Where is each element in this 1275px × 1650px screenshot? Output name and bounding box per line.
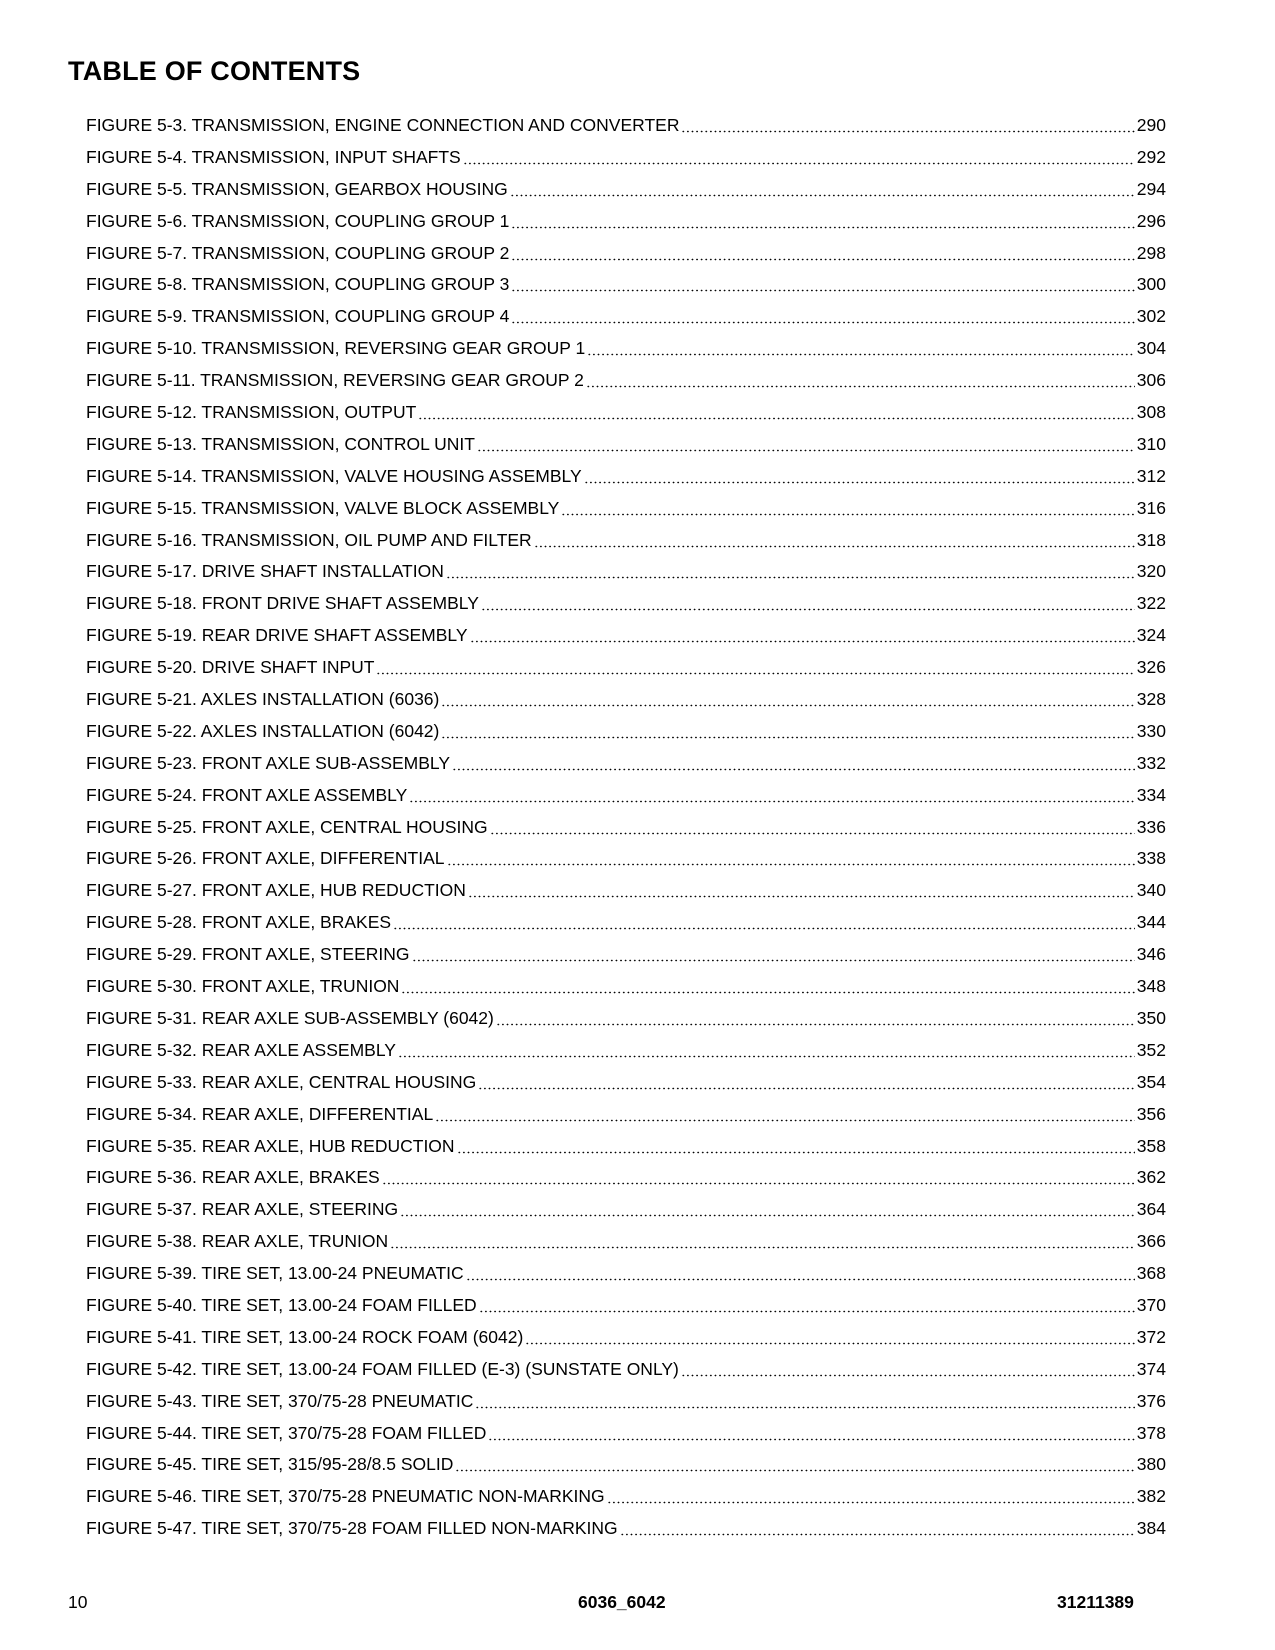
toc-entry[interactable] xyxy=(86,1513,1166,1545)
toc-entry-page-number[interactable]: 344 xyxy=(1136,912,1166,933)
toc-entry-page-number[interactable]: 348 xyxy=(1136,976,1166,997)
dot-leader xyxy=(470,626,1135,644)
toc-entry-page-number[interactable]: 354 xyxy=(1136,1071,1166,1092)
toc-entry[interactable] xyxy=(86,110,1166,142)
toc-entry-title[interactable]: FIGURE 5-27. FRONT AXLE, HUB REDUCTION xyxy=(86,880,466,901)
toc-entry[interactable] xyxy=(86,1162,1166,1194)
toc-entry-page-number[interactable]: 372 xyxy=(1136,1326,1166,1347)
toc-entry-title[interactable]: FIGURE 5-11. TRANSMISSION, REVERSING GEAR GROUP 2 xyxy=(86,370,584,391)
dot-leader xyxy=(468,881,1135,899)
dot-leader xyxy=(401,977,1134,995)
dot-leader xyxy=(455,1455,1134,1473)
toc-entry-page-number[interactable]: 318 xyxy=(1136,529,1166,550)
toc-entry-page-number[interactable]: 328 xyxy=(1136,689,1166,710)
toc-entry-title[interactable]: FIGURE 5-43. TIRE SET, 370/75-28 PNEUMATIC xyxy=(86,1390,474,1411)
dot-leader xyxy=(511,211,1134,229)
toc-entry-page-number[interactable]: 358 xyxy=(1136,1135,1166,1156)
toc-entry[interactable] xyxy=(86,461,1166,493)
toc-entry[interactable] xyxy=(86,269,1166,301)
toc-entry[interactable] xyxy=(86,429,1166,461)
toc-entry-title[interactable]: FIGURE 5-23. FRONT AXLE SUB-ASSEMBLY xyxy=(86,752,451,773)
toc-entry-page-number[interactable]: 312 xyxy=(1136,465,1166,486)
toc-entry-title[interactable]: FIGURE 5-31. REAR AXLE SUB-ASSEMBLY (6042) xyxy=(86,1007,494,1028)
dot-leader xyxy=(463,147,1135,165)
toc-entry-title[interactable]: FIGURE 5-42. TIRE SET, 13.00-24 FOAM FILLED (E-3) (SUNSTATE ONLY) xyxy=(86,1358,679,1379)
dot-leader xyxy=(488,1423,1134,1441)
toc-entry-page-number[interactable]: 332 xyxy=(1136,752,1166,773)
toc-entry-title[interactable]: FIGURE 5-14. TRANSMISSION, VALVE HOUSING ASSEMBLY xyxy=(86,465,582,486)
dot-leader xyxy=(511,243,1134,261)
toc-entry-title[interactable]: FIGURE 5-24. FRONT AXLE ASSEMBLY xyxy=(86,784,408,805)
dot-leader xyxy=(441,690,1134,708)
toc-entry-page-number[interactable]: 368 xyxy=(1136,1263,1166,1284)
toc-entry-page-number[interactable]: 384 xyxy=(1136,1518,1166,1539)
toc-entry[interactable] xyxy=(86,780,1166,812)
toc-entry-page-number[interactable]: 296 xyxy=(1136,210,1166,231)
dot-leader xyxy=(681,116,1134,134)
toc-entry-page-number[interactable]: 336 xyxy=(1136,816,1166,837)
footer-model-number: 6036_6042 xyxy=(578,1592,666,1612)
dot-leader xyxy=(681,1359,1135,1377)
toc-entry-page-number[interactable]: 380 xyxy=(1136,1454,1166,1475)
toc-entry-title[interactable]: FIGURE 5-22. AXLES INSTALLATION (6042) xyxy=(86,720,440,741)
toc-entry[interactable] xyxy=(86,1226,1166,1258)
toc-entry[interactable] xyxy=(86,1194,1166,1226)
toc-entry[interactable] xyxy=(86,1290,1166,1322)
toc-entry-page-number[interactable]: 290 xyxy=(1136,115,1166,135)
dot-leader xyxy=(607,1487,1135,1505)
toc-entry-title[interactable]: FIGURE 5-40. TIRE SET, 13.00-24 FOAM FILLED xyxy=(86,1294,477,1315)
toc-entry-page-number[interactable]: 350 xyxy=(1136,1007,1166,1028)
toc-entry-page-number[interactable]: 364 xyxy=(1136,1199,1166,1220)
dot-leader xyxy=(400,1200,1135,1218)
toc-entry-page-number[interactable]: 370 xyxy=(1136,1294,1166,1315)
toc-entry-title[interactable]: FIGURE 5-5. TRANSMISSION, GEARBOX HOUSING xyxy=(86,178,508,199)
dot-leader xyxy=(466,1264,1135,1282)
toc-entry-page-number[interactable]: 316 xyxy=(1136,497,1166,518)
toc-entry-title[interactable]: FIGURE 5-47. TIRE SET, 370/75-28 FOAM FILLED NON-MARKING xyxy=(86,1518,618,1539)
toc-entry[interactable] xyxy=(86,493,1166,525)
toc-entry[interactable] xyxy=(86,748,1166,780)
toc-entry-page-number[interactable]: 378 xyxy=(1136,1422,1166,1443)
dot-leader xyxy=(393,913,1135,931)
toc-entry[interactable] xyxy=(86,525,1166,557)
toc-entry[interactable] xyxy=(86,907,1166,939)
toc-entry-page-number[interactable]: 376 xyxy=(1136,1390,1166,1411)
toc-entry-title[interactable]: FIGURE 5-39. TIRE SET, 13.00-24 PNEUMATIC xyxy=(86,1263,464,1284)
toc-entry[interactable] xyxy=(86,238,1166,270)
toc-entry-page-number[interactable]: 334 xyxy=(1136,784,1166,805)
toc-entry-page-number[interactable]: 306 xyxy=(1136,370,1166,391)
dot-leader xyxy=(398,1040,1135,1058)
toc-entry-page-number[interactable]: 340 xyxy=(1136,880,1166,901)
toc-entry-title[interactable]: FIGURE 5-35. REAR AXLE, HUB REDUCTION xyxy=(86,1135,455,1156)
toc-entry-title[interactable]: FIGURE 5-45. TIRE SET, 315/95-28/8.5 SOLID xyxy=(86,1454,454,1475)
dot-leader xyxy=(490,817,1135,835)
page-title: TABLE OF CONTENTS xyxy=(68,56,361,86)
toc-entry[interactable] xyxy=(86,1418,1166,1450)
dot-leader xyxy=(418,403,1135,421)
dot-leader xyxy=(452,753,1135,771)
dot-leader xyxy=(446,562,1135,580)
toc-entry[interactable] xyxy=(86,1449,1166,1481)
toc-entry-page-number[interactable]: 304 xyxy=(1136,338,1166,359)
toc-entry-title[interactable]: FIGURE 5-29. FRONT AXLE, STEERING xyxy=(86,944,410,965)
toc-entry-page-number[interactable]: 356 xyxy=(1136,1103,1166,1124)
dot-leader xyxy=(587,339,1135,357)
toc-entry[interactable] xyxy=(86,1354,1166,1386)
toc-entry-page-number[interactable]: 302 xyxy=(1136,306,1166,327)
toc-entry-title[interactable]: FIGURE 5-16. TRANSMISSION, OIL PUMP AND FILTER xyxy=(86,529,532,550)
toc-entry-title[interactable]: FIGURE 5-32. REAR AXLE ASSEMBLY xyxy=(86,1039,396,1060)
dot-leader xyxy=(481,594,1135,612)
toc-entry-title[interactable]: FIGURE 5-12. TRANSMISSION, OUTPUT xyxy=(86,402,417,423)
dot-leader xyxy=(435,1104,1135,1122)
dot-leader xyxy=(561,498,1135,516)
toc-entry-page-number[interactable]: 322 xyxy=(1136,593,1166,614)
toc-entry[interactable] xyxy=(86,875,1166,907)
dot-leader xyxy=(475,1391,1134,1409)
toc-entry-page-number[interactable]: 352 xyxy=(1136,1039,1166,1060)
toc-entry[interactable] xyxy=(86,620,1166,652)
toc-entry-title[interactable]: FIGURE 5-28. FRONT AXLE, BRAKES xyxy=(86,912,392,933)
toc-entry-page-number[interactable]: 294 xyxy=(1136,178,1166,199)
toc-entry-title[interactable]: FIGURE 5-13. TRANSMISSION, CONTROL UNIT xyxy=(86,433,475,454)
toc-entry-title[interactable]: FIGURE 5-18. FRONT DRIVE SHAFT ASSEMBLY xyxy=(86,593,479,614)
dot-leader xyxy=(511,275,1134,293)
toc-entry-page-number[interactable]: 310 xyxy=(1136,433,1166,454)
dot-leader xyxy=(441,721,1134,739)
toc-entry-title[interactable]: FIGURE 5-37. REAR AXLE, STEERING xyxy=(86,1199,399,1220)
dot-leader xyxy=(534,530,1135,548)
toc-entry[interactable] xyxy=(86,1003,1166,1035)
dot-leader xyxy=(447,849,1135,867)
toc-entry[interactable] xyxy=(86,397,1166,429)
toc-entry[interactable] xyxy=(86,1131,1166,1163)
toc-entry[interactable] xyxy=(86,971,1166,1003)
dot-leader xyxy=(511,307,1134,325)
toc-entry[interactable] xyxy=(86,1322,1166,1354)
dot-leader xyxy=(584,466,1135,484)
toc-entry-title[interactable]: FIGURE 5-10. TRANSMISSION, REVERSING GEAR GROUP 1 xyxy=(86,338,586,359)
toc-entry-title[interactable]: FIGURE 5-7. TRANSMISSION, COUPLING GROUP 2 xyxy=(86,242,510,263)
toc-entry-page-number[interactable]: 346 xyxy=(1136,944,1166,965)
toc-entry-page-number[interactable]: 366 xyxy=(1136,1231,1166,1252)
toc-entry[interactable] xyxy=(86,716,1166,748)
toc-entry-page-number[interactable]: 292 xyxy=(1136,146,1166,167)
toc-entry[interactable] xyxy=(86,1035,1166,1067)
toc-entry[interactable] xyxy=(86,1386,1166,1418)
toc-entry-page-number[interactable]: 382 xyxy=(1136,1486,1166,1507)
toc-entry-page-number[interactable]: 330 xyxy=(1136,720,1166,741)
dot-leader xyxy=(620,1519,1135,1537)
toc-entry-title[interactable]: FIGURE 5-38. REAR AXLE, TRUNION xyxy=(86,1231,389,1252)
toc-entry[interactable] xyxy=(86,843,1166,875)
toc-entry[interactable] xyxy=(86,365,1166,397)
dot-leader xyxy=(376,658,1134,676)
toc-entry-title[interactable]: FIGURE 5-34. REAR AXLE, DIFFERENTIAL xyxy=(86,1103,434,1124)
toc-entry[interactable] xyxy=(86,333,1166,365)
toc-entry-title[interactable]: FIGURE 5-3. TRANSMISSION, ENGINE CONNECTION AND CONVERTER xyxy=(86,115,680,135)
toc-entry-title[interactable]: FIGURE 5-4. TRANSMISSION, INPUT SHAFTS xyxy=(86,146,461,167)
toc-entry-title[interactable]: FIGURE 5-9. TRANSMISSION, COUPLING GROUP 4 xyxy=(86,306,510,327)
toc-entry-title[interactable]: FIGURE 5-44. TIRE SET, 370/75-28 FOAM FILLED xyxy=(86,1422,487,1443)
toc-entry-page-number[interactable]: 320 xyxy=(1136,561,1166,582)
toc-entry-page-number[interactable]: 324 xyxy=(1136,625,1166,646)
toc-entry-title[interactable]: FIGURE 5-6. TRANSMISSION, COUPLING GROUP 1 xyxy=(86,210,510,231)
toc-entry-title[interactable]: FIGURE 5-46. TIRE SET, 370/75-28 PNEUMATIC NON-MARKING xyxy=(86,1486,605,1507)
page-footer xyxy=(0,1592,1275,1616)
toc-entry-page-number[interactable]: 362 xyxy=(1136,1167,1166,1188)
dot-leader xyxy=(390,1232,1135,1250)
dot-leader xyxy=(525,1327,1134,1345)
toc-entry[interactable] xyxy=(86,206,1166,238)
toc-entry[interactable] xyxy=(86,812,1166,844)
dot-leader xyxy=(412,945,1135,963)
toc-entry-title[interactable]: FIGURE 5-20. DRIVE SHAFT INPUT xyxy=(86,657,375,678)
toc-entry-title[interactable]: FIGURE 5-19. REAR DRIVE SHAFT ASSEMBLY xyxy=(86,625,468,646)
dot-leader xyxy=(477,434,1135,452)
dot-leader xyxy=(496,1008,1135,1026)
toc-entry[interactable] xyxy=(86,684,1166,716)
dot-leader xyxy=(382,1168,1135,1186)
toc-entry-title[interactable]: FIGURE 5-41. TIRE SET, 13.00-24 ROCK FOAM (6042) xyxy=(86,1326,524,1347)
toc-entry[interactable] xyxy=(86,1258,1166,1290)
toc-entry-title[interactable]: FIGURE 5-26. FRONT AXLE, DIFFERENTIAL xyxy=(86,848,445,869)
dot-leader xyxy=(478,1072,1135,1090)
dot-leader xyxy=(510,179,1135,197)
toc-entry-page-number[interactable]: 338 xyxy=(1136,848,1166,869)
dot-leader xyxy=(409,785,1135,803)
footer-document-number: 31211389 xyxy=(1057,1592,1134,1612)
toc-entry[interactable] xyxy=(86,1481,1166,1513)
toc-list xyxy=(86,110,1166,1545)
toc-entry[interactable] xyxy=(86,652,1166,684)
dot-leader xyxy=(586,371,1135,389)
footer-page-number: 10 xyxy=(68,1592,88,1612)
toc-entry-page-number[interactable]: 300 xyxy=(1136,274,1166,295)
toc-entry-title[interactable]: FIGURE 5-17. DRIVE SHAFT INSTALLATION xyxy=(86,561,444,582)
toc-entry[interactable] xyxy=(86,588,1166,620)
toc-entry[interactable] xyxy=(86,556,1166,588)
toc-entry-title[interactable]: FIGURE 5-21. AXLES INSTALLATION (6036) xyxy=(86,689,440,710)
toc-entry[interactable] xyxy=(86,142,1166,174)
toc-entry[interactable] xyxy=(86,1067,1166,1099)
toc-entry-page-number[interactable]: 374 xyxy=(1136,1358,1166,1379)
toc-entry-title[interactable]: FIGURE 5-15. TRANSMISSION, VALVE BLOCK ASSEMBLY xyxy=(86,497,560,518)
dot-leader xyxy=(457,1136,1135,1154)
toc-entry-title[interactable]: FIGURE 5-25. FRONT AXLE, CENTRAL HOUSING xyxy=(86,816,488,837)
toc-entry-title[interactable]: FIGURE 5-30. FRONT AXLE, TRUNION xyxy=(86,976,400,997)
dot-leader xyxy=(479,1295,1135,1313)
toc-entry[interactable] xyxy=(86,301,1166,333)
toc-entry-page-number[interactable]: 326 xyxy=(1136,657,1166,678)
toc-entry-page-number[interactable]: 298 xyxy=(1136,242,1166,263)
toc-entry-title[interactable]: FIGURE 5-36. REAR AXLE, BRAKES xyxy=(86,1167,380,1188)
toc-entry-title[interactable]: FIGURE 5-8. TRANSMISSION, COUPLING GROUP 3 xyxy=(86,274,510,295)
toc-entry[interactable] xyxy=(86,174,1166,206)
toc-entry[interactable] xyxy=(86,939,1166,971)
toc-entry-page-number[interactable]: 308 xyxy=(1136,402,1166,423)
toc-entry-title[interactable]: FIGURE 5-33. REAR AXLE, CENTRAL HOUSING xyxy=(86,1071,477,1092)
toc-entry[interactable] xyxy=(86,1099,1166,1131)
